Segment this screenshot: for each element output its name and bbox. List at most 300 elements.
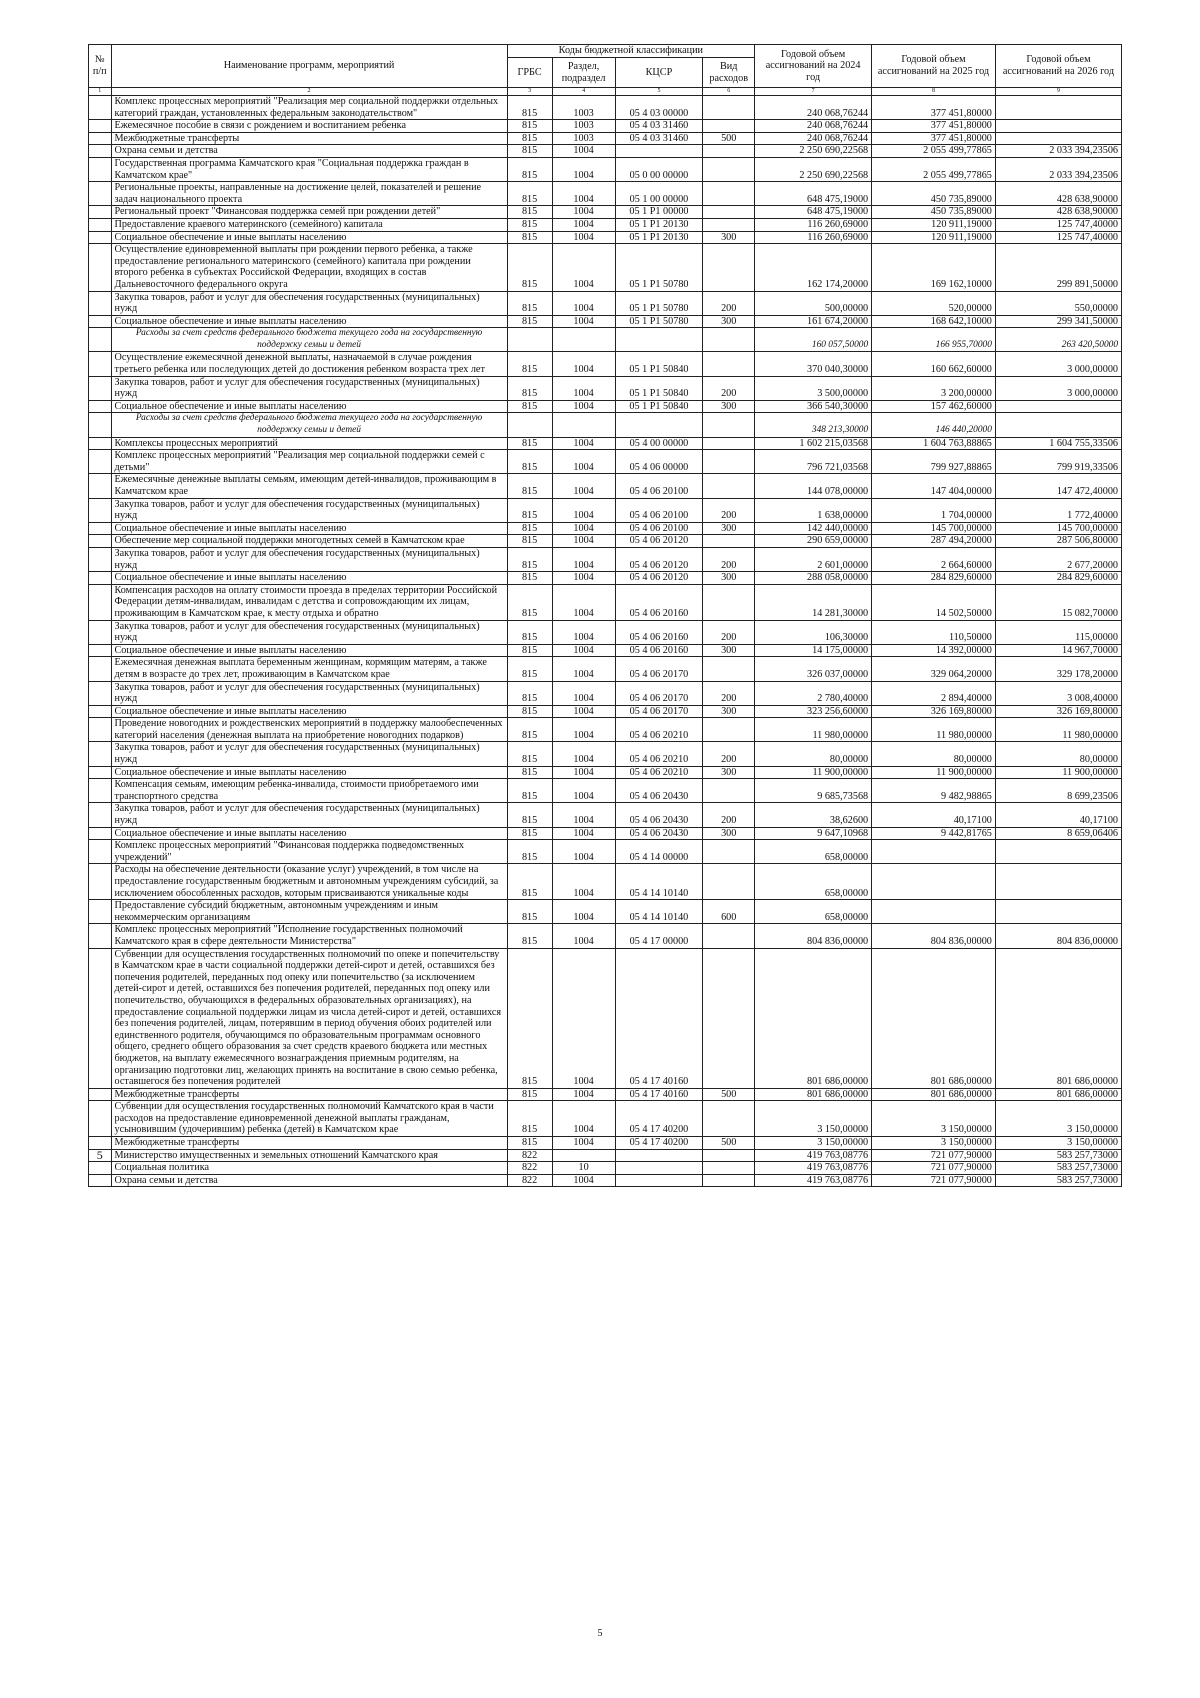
row-amount-2026: 125 747,40000 (995, 231, 1121, 244)
row-amount-2026: 11 900,00000 (995, 766, 1121, 779)
row-expense-type: 200 (703, 803, 755, 827)
row-expense-type (703, 450, 755, 474)
row-kcsr (615, 1162, 703, 1175)
table-row (89, 400, 1122, 413)
header-year-2025: Годовой объем ассигнований на 2025 год (872, 45, 996, 88)
table-row (89, 1137, 1122, 1150)
row-kcsr: 05 1 P1 50840 (615, 376, 703, 400)
row-amount-2024: 1 638,00000 (755, 498, 872, 522)
row-amount-2025: 287 494,20000 (872, 535, 996, 548)
row-expense-type: 300 (703, 231, 755, 244)
row-expense-type: 600 (703, 900, 755, 924)
row-amount-2024: 160 057,50000 (755, 328, 872, 352)
row-grbs: 815 (507, 231, 552, 244)
row-amount-2026 (995, 96, 1121, 120)
table-row (89, 218, 1122, 231)
row-amount-2025: 145 700,00000 (872, 522, 996, 535)
table-row (89, 948, 1122, 1088)
table-row (89, 132, 1122, 145)
column-index: 6 (703, 88, 755, 96)
row-grbs: 815 (507, 1101, 552, 1137)
table-row (89, 900, 1122, 924)
row-kcsr: 05 0 00 00000 (615, 157, 703, 181)
row-number (89, 328, 112, 352)
table-row (89, 803, 1122, 827)
row-number (89, 900, 112, 924)
row-number (89, 315, 112, 328)
table-row (89, 742, 1122, 766)
row-grbs: 815 (507, 400, 552, 413)
row-amount-2024: 290 659,00000 (755, 535, 872, 548)
row-amount-2024: 323 256,60000 (755, 705, 872, 718)
row-name: Закупка товаров, работ и услуг для обеспечения государственных (муниципальных) нужд (111, 620, 507, 644)
row-name: Социальное обеспечение и иные выплаты населению (111, 400, 507, 413)
row-amount-2026: 299 891,50000 (995, 244, 1121, 291)
table-row (89, 766, 1122, 779)
row-name: Комплекс процессных мероприятий "Финансовая поддержка подведомственных учреждений" (111, 840, 507, 864)
row-amount-2025: 801 686,00000 (872, 1088, 996, 1101)
row-amount-2024: 38,62600 (755, 803, 872, 827)
row-amount-2025: 147 404,00000 (872, 474, 996, 498)
row-name: Закупка товаров, работ и услуг для обеспечения государственных (муниципальных) нужд (111, 742, 507, 766)
row-amount-2025: 801 686,00000 (872, 948, 996, 1088)
row-expense-type: 300 (703, 315, 755, 328)
row-name: Закупка товаров, работ и услуг для обеспечения государственных (муниципальных) нужд (111, 803, 507, 827)
row-number (89, 450, 112, 474)
row-amount-2025: 450 735,89000 (872, 206, 996, 219)
row-grbs: 822 (507, 1149, 552, 1162)
row-amount-2026: 3 000,00000 (995, 376, 1121, 400)
row-amount-2024: 80,00000 (755, 742, 872, 766)
row-kcsr (615, 145, 703, 158)
row-number (89, 766, 112, 779)
row-amount-2024: 240 068,76244 (755, 120, 872, 133)
row-number (89, 644, 112, 657)
row-amount-2025: 450 735,89000 (872, 182, 996, 206)
row-expense-type (703, 328, 755, 352)
row-name: Расходы за счет средств федерального бюджета текущего года на государственную поддержку семьи и детей (111, 328, 507, 352)
row-amount-2025: 3 150,00000 (872, 1101, 996, 1137)
row-amount-2024: 419 763,08776 (755, 1149, 872, 1162)
row-name: Обеспечение мер социальной поддержки многодетных семей в Камчатском крае (111, 535, 507, 548)
row-amount-2025: 110,50000 (872, 620, 996, 644)
row-number (89, 657, 112, 681)
row-amount-2024: 366 540,30000 (755, 400, 872, 413)
row-number (89, 742, 112, 766)
row-expense-type (703, 413, 755, 437)
row-name: Региональные проекты, направленные на достижение целей, показателей и решение задач национального проекта (111, 182, 507, 206)
row-amount-2026: 145 700,00000 (995, 522, 1121, 535)
row-amount-2026 (995, 132, 1121, 145)
row-expense-type: 300 (703, 644, 755, 657)
row-kcsr: 05 4 06 20210 (615, 718, 703, 742)
row-grbs: 822 (507, 1162, 552, 1175)
row-amount-2025: 168 642,10000 (872, 315, 996, 328)
row-number (89, 864, 112, 900)
row-name: Социальное обеспечение и иные выплаты населению (111, 315, 507, 328)
row-name: Социальное обеспечение и иные выплаты населению (111, 705, 507, 718)
row-expense-type: 300 (703, 572, 755, 585)
row-amount-2025: 14 392,00000 (872, 644, 996, 657)
row-grbs: 815 (507, 827, 552, 840)
row-kcsr: 05 1 P1 50840 (615, 400, 703, 413)
row-section: 1004 (552, 620, 615, 644)
row-number (89, 779, 112, 803)
row-number (89, 803, 112, 827)
row-number (89, 437, 112, 450)
table-row (89, 572, 1122, 585)
row-amount-2025: 2 055 499,77865 (872, 157, 996, 181)
row-amount-2025: 9 482,98865 (872, 779, 996, 803)
row-amount-2024: 1 602 215,03568 (755, 437, 872, 450)
table-row (89, 644, 1122, 657)
column-index-row (89, 88, 1122, 96)
row-amount-2026: 799 919,33506 (995, 450, 1121, 474)
row-grbs: 815 (507, 779, 552, 803)
row-name: Проведение новогодних и рождественских мероприятий в поддержку малообеспеченных категорий населения (денежная выплата на приобретение новогодних подарков) (111, 718, 507, 742)
row-name: Социальное обеспечение и иные выплаты населению (111, 644, 507, 657)
row-amount-2025: 14 502,50000 (872, 584, 996, 620)
table-row (89, 120, 1122, 133)
row-section: 1004 (552, 1088, 615, 1101)
row-expense-type (703, 352, 755, 376)
row-kcsr: 05 4 17 40160 (615, 1088, 703, 1101)
row-amount-2025: 40,17100 (872, 803, 996, 827)
row-section: 1004 (552, 705, 615, 718)
column-index: 4 (552, 88, 615, 96)
row-amount-2025: 11 900,00000 (872, 766, 996, 779)
table-row (89, 1101, 1122, 1137)
row-kcsr: 05 1 P1 20130 (615, 231, 703, 244)
row-name: Межбюджетные трансферты (111, 1137, 507, 1150)
row-name: Социальное обеспечение и иные выплаты населению (111, 827, 507, 840)
row-kcsr: 05 1 P1 20130 (615, 218, 703, 231)
row-grbs: 815 (507, 705, 552, 718)
row-amount-2025: 157 462,60000 (872, 400, 996, 413)
row-expense-type (703, 1174, 755, 1187)
row-number (89, 413, 112, 437)
row-number (89, 840, 112, 864)
row-name: Социальное обеспечение и иные выплаты населению (111, 766, 507, 779)
row-amount-2026: 804 836,00000 (995, 924, 1121, 948)
row-grbs: 815 (507, 948, 552, 1088)
row-amount-2024: 796 721,03568 (755, 450, 872, 474)
row-number (89, 1174, 112, 1187)
row-number (89, 1088, 112, 1101)
row-grbs: 815 (507, 766, 552, 779)
row-number (89, 522, 112, 535)
row-amount-2026: 3 150,00000 (995, 1101, 1121, 1137)
row-grbs: 815 (507, 584, 552, 620)
table-row (89, 584, 1122, 620)
table-row (89, 1088, 1122, 1101)
row-section: 1004 (552, 291, 615, 315)
row-amount-2026: 284 829,60000 (995, 572, 1121, 585)
row-name: Охрана семьи и детства (111, 145, 507, 158)
row-expense-type (703, 474, 755, 498)
row-amount-2025: 120 911,19000 (872, 218, 996, 231)
row-section (552, 1149, 615, 1162)
row-name: Ежемесячная денежная выплата беременным женщинам, кормящим матерям, а также детям в возрасте до трех лет, проживающим в Камчатском крае (111, 657, 507, 681)
row-section: 1004 (552, 547, 615, 571)
row-amount-2024: 2 601,00000 (755, 547, 872, 571)
row-section: 1004 (552, 864, 615, 900)
row-amount-2024: 116 260,69000 (755, 231, 872, 244)
row-name: Осуществление единовременной выплаты при рождении первого ребенка, а также предоставление регионального материнского (семейного) капитала при рождении второго ребенка в субъектах Российской Федерации, входящих в состав Дальневосточного федерального округа (111, 244, 507, 291)
row-number (89, 535, 112, 548)
row-grbs: 815 (507, 924, 552, 948)
row-amount-2024: 144 078,00000 (755, 474, 872, 498)
row-name: Расходы за счет средств федерального бюджета текущего года на государственную поддержку семьи и детей (111, 413, 507, 437)
row-section: 1003 (552, 132, 615, 145)
row-name: Расходы на обеспечение деятельности (оказание услуг) учреждений, в том числе на предоставление государственным бюджетным и автономным учреждениям субсидий, за исключением обособленных расходов, которым присваиваются уникальные коды (111, 864, 507, 900)
row-expense-type: 300 (703, 400, 755, 413)
row-amount-2024: 326 037,00000 (755, 657, 872, 681)
table-row (89, 352, 1122, 376)
table-row (89, 413, 1122, 437)
table-row (89, 620, 1122, 644)
row-kcsr (615, 1174, 703, 1187)
row-name: Социальное обеспечение и иные выплаты населению (111, 522, 507, 535)
row-section: 1004 (552, 157, 615, 181)
table-row (89, 315, 1122, 328)
row-number (89, 120, 112, 133)
row-grbs: 815 (507, 718, 552, 742)
row-name: Министерство имущественных и земельных отношений Камчатского края (111, 1149, 507, 1162)
row-amount-2026: 1 604 755,33506 (995, 437, 1121, 450)
row-kcsr: 05 4 06 20160 (615, 584, 703, 620)
row-amount-2026: 1 772,40000 (995, 498, 1121, 522)
row-amount-2024: 804 836,00000 (755, 924, 872, 948)
row-kcsr: 05 4 14 10140 (615, 900, 703, 924)
row-name: Межбюджетные трансферты (111, 1088, 507, 1101)
row-amount-2025: 3 150,00000 (872, 1137, 996, 1150)
column-index: 7 (755, 88, 872, 96)
column-index: 5 (615, 88, 703, 96)
row-number (89, 132, 112, 145)
row-section: 1004 (552, 572, 615, 585)
row-expense-type (703, 840, 755, 864)
row-number (89, 948, 112, 1088)
row-name: Социальное обеспечение и иные выплаты населению (111, 231, 507, 244)
row-amount-2026: 14 967,70000 (995, 644, 1121, 657)
row-number (89, 620, 112, 644)
row-section: 1004 (552, 766, 615, 779)
row-grbs: 815 (507, 864, 552, 900)
row-name: Ежемесячное пособие в связи с рождением и воспитанием ребенка (111, 120, 507, 133)
row-amount-2025: 160 662,60000 (872, 352, 996, 376)
row-expense-type (703, 206, 755, 219)
row-amount-2025: 120 911,19000 (872, 231, 996, 244)
row-number (89, 291, 112, 315)
row-expense-type: 300 (703, 766, 755, 779)
row-number (89, 1137, 112, 1150)
row-section: 1004 (552, 584, 615, 620)
table-row (89, 1149, 1122, 1162)
row-section: 1004 (552, 352, 615, 376)
row-amount-2024: 3 500,00000 (755, 376, 872, 400)
row-grbs: 815 (507, 450, 552, 474)
row-amount-2026: 8 659,06406 (995, 827, 1121, 840)
row-amount-2024: 116 260,69000 (755, 218, 872, 231)
row-grbs: 815 (507, 157, 552, 181)
row-number (89, 572, 112, 585)
row-kcsr: 05 4 03 31460 (615, 132, 703, 145)
row-section: 1004 (552, 681, 615, 705)
row-amount-2024: 11 980,00000 (755, 718, 872, 742)
row-kcsr: 05 4 06 20100 (615, 474, 703, 498)
row-number (89, 681, 112, 705)
row-amount-2026 (995, 900, 1121, 924)
row-expense-type (703, 1101, 755, 1137)
row-kcsr: 05 1 P1 50780 (615, 244, 703, 291)
row-number (89, 498, 112, 522)
page-number: 5 (597, 1628, 603, 1639)
row-amount-2025: 166 955,70000 (872, 328, 996, 352)
row-number (89, 244, 112, 291)
row-number (89, 218, 112, 231)
header-year-2026: Годовой объем ассигнований на 2026 год (995, 45, 1121, 88)
header-name: Наименование программ, мероприятий (111, 45, 507, 88)
row-section: 1004 (552, 1174, 615, 1187)
row-amount-2026: 80,00000 (995, 742, 1121, 766)
row-amount-2024: 161 674,20000 (755, 315, 872, 328)
row-amount-2024: 240 068,76244 (755, 132, 872, 145)
row-amount-2026: 583 257,73000 (995, 1174, 1121, 1187)
row-expense-type: 300 (703, 522, 755, 535)
table-row (89, 206, 1122, 219)
row-expense-type (703, 657, 755, 681)
row-number (89, 718, 112, 742)
row-amount-2025: 80,00000 (872, 742, 996, 766)
row-amount-2024: 288 058,00000 (755, 572, 872, 585)
row-amount-2024: 3 150,00000 (755, 1101, 872, 1137)
row-name: Закупка товаров, работ и услуг для обеспечения государственных (муниципальных) нужд (111, 376, 507, 400)
row-kcsr: 05 4 17 40200 (615, 1101, 703, 1137)
row-amount-2026: 428 638,90000 (995, 206, 1121, 219)
row-kcsr: 05 4 06 20210 (615, 742, 703, 766)
table-row (89, 840, 1122, 864)
row-grbs: 815 (507, 218, 552, 231)
row-amount-2024: 419 763,08776 (755, 1162, 872, 1175)
row-amount-2025: 377 451,80000 (872, 120, 996, 133)
row-expense-type (703, 1162, 755, 1175)
row-grbs: 815 (507, 644, 552, 657)
row-amount-2025: 3 200,00000 (872, 376, 996, 400)
row-kcsr: 05 4 03 31460 (615, 120, 703, 133)
table-row (89, 657, 1122, 681)
row-grbs: 815 (507, 840, 552, 864)
row-number (89, 1101, 112, 1137)
row-amount-2026 (995, 840, 1121, 864)
row-amount-2025: 799 927,88865 (872, 450, 996, 474)
row-kcsr: 05 4 06 20160 (615, 620, 703, 644)
row-name: Комплексы процессных мероприятий (111, 437, 507, 450)
row-grbs (507, 328, 552, 352)
row-name: Социальная политика (111, 1162, 507, 1175)
row-kcsr (615, 328, 703, 352)
row-amount-2026: 801 686,00000 (995, 948, 1121, 1088)
row-amount-2024: 240 068,76244 (755, 96, 872, 120)
row-section: 1004 (552, 644, 615, 657)
row-grbs: 815 (507, 742, 552, 766)
row-grbs: 815 (507, 547, 552, 571)
row-expense-type (703, 437, 755, 450)
row-section: 1004 (552, 437, 615, 450)
row-expense-type: 200 (703, 547, 755, 571)
row-grbs: 815 (507, 1088, 552, 1101)
row-section: 1004 (552, 803, 615, 827)
row-amount-2026: 326 169,80000 (995, 705, 1121, 718)
row-grbs: 815 (507, 315, 552, 328)
row-amount-2025: 1 604 763,88865 (872, 437, 996, 450)
header-year-2024: Годовой объем ассигнований на 2024 год (755, 45, 872, 88)
row-amount-2026: 263 420,50000 (995, 328, 1121, 352)
row-expense-type: 500 (703, 1088, 755, 1101)
row-kcsr: 05 1 P1 50780 (615, 291, 703, 315)
column-index: 2 (111, 88, 507, 96)
row-amount-2024: 801 686,00000 (755, 1088, 872, 1101)
row-grbs: 815 (507, 352, 552, 376)
row-kcsr: 05 4 03 00000 (615, 96, 703, 120)
table-row (89, 1174, 1122, 1187)
row-expense-type (703, 120, 755, 133)
row-number (89, 352, 112, 376)
row-amount-2026: 801 686,00000 (995, 1088, 1121, 1101)
budget-allocation-table (88, 44, 1122, 1187)
row-amount-2025: 326 169,80000 (872, 705, 996, 718)
row-grbs: 815 (507, 498, 552, 522)
row-expense-type: 300 (703, 705, 755, 718)
row-section: 1004 (552, 218, 615, 231)
table-row (89, 827, 1122, 840)
table-row (89, 231, 1122, 244)
row-amount-2025: 146 440,20000 (872, 413, 996, 437)
row-amount-2025 (872, 900, 996, 924)
row-grbs: 815 (507, 681, 552, 705)
row-amount-2025 (872, 840, 996, 864)
row-amount-2026: 2 033 394,23506 (995, 145, 1121, 158)
row-name: Компенсация семьям, имеющим ребенка-инвалида, стоимости приобретаемого ими транспортного средства (111, 779, 507, 803)
row-grbs: 815 (507, 145, 552, 158)
row-section: 1004 (552, 948, 615, 1088)
row-kcsr: 05 4 06 20430 (615, 827, 703, 840)
row-kcsr: 05 4 06 20170 (615, 657, 703, 681)
row-expense-type (703, 145, 755, 158)
row-grbs: 815 (507, 132, 552, 145)
row-number (89, 376, 112, 400)
row-amount-2024: 2 250 690,22568 (755, 145, 872, 158)
row-amount-2024: 3 150,00000 (755, 1137, 872, 1150)
row-amount-2025: 329 064,20000 (872, 657, 996, 681)
row-grbs: 815 (507, 182, 552, 206)
row-kcsr: 05 4 06 20100 (615, 522, 703, 535)
row-kcsr (615, 413, 703, 437)
row-amount-2026: 3 000,00000 (995, 352, 1121, 376)
row-amount-2026: 11 980,00000 (995, 718, 1121, 742)
row-amount-2025: 11 980,00000 (872, 718, 996, 742)
row-kcsr: 05 4 06 20170 (615, 705, 703, 718)
row-expense-type (703, 718, 755, 742)
row-section: 1004 (552, 1137, 615, 1150)
row-name: Охрана семьи и детства (111, 1174, 507, 1187)
header-expense-type: Вид расходов (703, 58, 755, 88)
row-amount-2025: 2 894,40000 (872, 681, 996, 705)
row-section: 1004 (552, 657, 615, 681)
row-expense-type (703, 924, 755, 948)
column-index: 1 (89, 88, 112, 96)
row-number (89, 206, 112, 219)
